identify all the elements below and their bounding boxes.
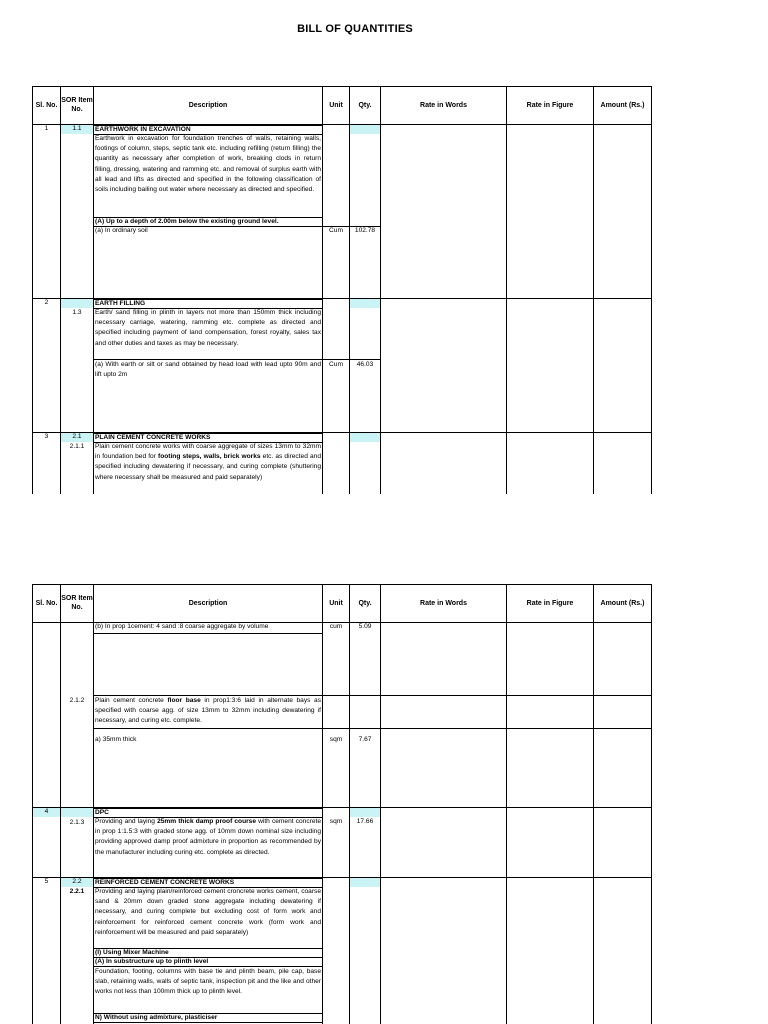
p2-row-5-sor: 2.2 [72,878,82,885]
p2-row-5-sl-no: 5 [44,878,49,885]
p2-row-4-qty: 17.66 [356,818,374,825]
row-2-qty: 46.03 [356,361,374,368]
header-rate-in-figure: Rate in Figure [526,102,574,109]
p2-row-4-sor: 2.1.3 [69,819,85,826]
p2-row-5-description: Providing and laying plain/reinforced cement croncrete works cement, coarse sand & 20mm down graded stone aggregate including dewatering if necessary, and curing complete but excluding cost of form work and reinforcement for reinforced cement concrete work (form work and reinforcement will be measured and paid separately) [95,888,321,936]
p2-row-2-sor: 2.1.2 [69,697,85,704]
p2-row-1-unit: cum [329,623,343,630]
header-sor-item-no: SOR Item No. [61,595,93,611]
row-3-sl-no: 3 [44,433,49,440]
row-2-unit: Cum [329,361,343,368]
p2-row-1-description: (b) In prop 1cement: 4 sand :8 coarse aggregate by volume [95,623,269,630]
header-sor-item-no: SOR Item No. [61,97,93,113]
row-3-sor: 2.1 [72,433,82,440]
p2-row-4-sl-no: 4 [44,808,49,815]
p2-row-3-qty: 7.67 [358,736,372,743]
row-2-sor: 1.3 [72,309,82,316]
p2-row-3-description: a) 35mm thick [95,736,137,743]
header-sl-no: Sl. No. [35,600,58,607]
header-rate-in-words: Rate in Words [420,600,467,607]
p2-row-5-sor-sub: 2.2.1 [69,888,85,895]
header-description: Description [188,600,228,607]
row-3-heading: PLAIN CEMENT CONCRETE WORKS [93,433,323,443]
p2-row-5-sub-2: (A) In substructure up to plinth level [93,957,323,967]
row-2-sl-no: 2 [44,299,49,306]
p2-row-1-qty: 5.09 [358,623,372,630]
header-amount: Amount (Rs.) [600,102,645,109]
header-rate-in-figure: Rate in Figure [526,600,574,607]
row-1-sl-no: 1 [44,125,49,132]
row-1-sub-description: (a) In ordinary soil [95,227,148,234]
p2-row-3-unit: sqm [329,736,343,743]
row-1-description: Earthwork in excavation for foundation trenches of walls, retaining walls, footings of column, steps, septic tank etc. including refilling (return filling) the quantity as necessary after completion of work, breaking clods in return filling, dressing, watering and ramming etc. and removal of surplus earth with all lead and lifts as directed and specified in the following classification of soils including bailing out water where necessary as directed and specified. [95,135,321,194]
header-unit: Unit [329,600,343,607]
boq-table-page-2 [32,584,652,1024]
row-2-heading: EARTH FILLING [93,299,323,309]
header-description: Description [188,102,228,109]
p2-row-2-description: Plain cement concrete floor base in prop1:3:6 laid in alternate bays as specified with coarse agg. of size 13mm to 32mm including dewatering if necessary, and curing etc. complete. [95,697,321,725]
header-qty: Qty. [358,600,372,607]
row-3-description: Plain cement concrete works with coarse aggregate of sizes 13mm to 32mm in foundation bed for footing steps, walls, brick works etc. as directed and specified including dewatering if necessary, and curing complete (shuttering where necessary shall be measured and paid separately) [95,443,321,481]
p2-row-5-heading: REINFORCED CEMENT CONCRETE WORKS [93,878,323,888]
row-1-heading: EARTHWORK IN EXCAVATION [93,125,323,135]
p2-row-4-unit: sqm [329,818,343,825]
row-1-qty: 102.78 [354,227,376,234]
row-1-sor: 1.1 [72,125,82,132]
p2-row-5-sub-1: (I) Using Mixer Machine [93,948,323,958]
row-3-sor-sub: 2.1.1 [69,443,85,450]
row-1-unit: Cum [329,227,343,234]
p2-row-4-description: Providing and laying 25mm thick damp proof course with cement concrete in prop 1:1.5:3 with graded stone agg. of 10mm down nominal size including providing approved damp proof admixture in proportion as recommended by the manufacturer including curing etc. complete as directed. [95,818,321,856]
page-title: BILL OF QUANTITIES [297,23,413,35]
p2-row-5-sub-3: N) Without using admixture, plasticiser [93,1013,323,1023]
row-2-description: Earth/ sand filling in plinth in layers not more than 150mm thick including necessary carriage, watering, ramming etc. complete as directed and specified including payment of land compensation, forest royalty, sales tax and other duties and taxes as may be necessary. [95,309,321,347]
row-2-sub-description: (a) With earth or silt or sand obtained by head load with lead upto 90m and lift upto 2m [95,361,321,379]
header-amount: Amount (Rs.) [600,600,645,607]
boq-table-page-1 [32,86,652,494]
p2-row-4-heading: DPC [93,808,323,818]
header-sl-no: Sl. No. [35,102,58,109]
header-unit: Unit [329,102,343,109]
header-rate-in-words: Rate in Words [420,102,467,109]
header-qty: Qty. [358,102,372,109]
p2-row-5-description-2: Foundation, footing, columns with base tie and plinth beam, pile cap, base slab, retaining walls, walls of septic tank, inspection pit and the like and other works not less than 100mm thick up to plinth level. [95,968,321,996]
row-1-sub-heading: (A) Up to a depth of 2.00m below the existing ground level. [93,217,323,227]
